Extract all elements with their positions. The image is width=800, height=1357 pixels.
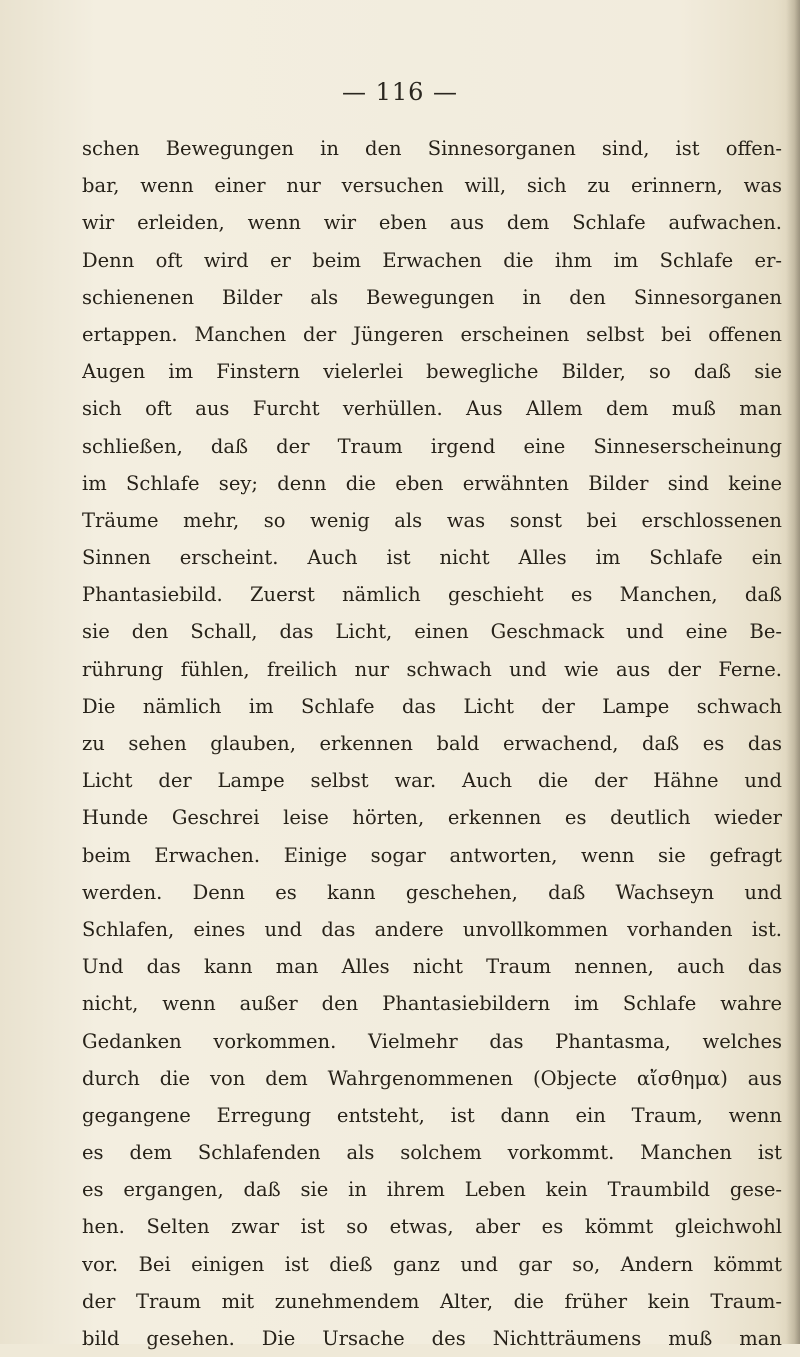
text-line: ertappen. Manchen der Jüngeren erscheinen selbst bei offenen xyxy=(82,322,782,346)
text-line: der Traum mit zunehmendem Alter, die früher kein Traum- xyxy=(82,1289,782,1313)
text-line: Träume mehr, so wenig als was sonst bei erschlossenen xyxy=(82,508,782,532)
text-line: Licht der Lampe selbst war. Auch die der Hähne und xyxy=(82,769,782,793)
page-number-header: — 116 — xyxy=(341,78,459,106)
text-line: im Schlafe sey; denn die eben erwähnten Bilder sind keine xyxy=(82,471,782,495)
text-line: sie den Schall, das Licht, einen Geschmack und eine Be- xyxy=(82,620,782,644)
text-line: Die nämlich im Schlafe das Licht der Lampe schwach xyxy=(82,694,782,718)
text-line: schen Bewegungen in den Sinnesorganen sind, ist offen- xyxy=(82,137,782,160)
text-line: durch die von dem Wahrgenommenen (Objecte αἴσθημα) aus xyxy=(82,1066,782,1090)
text-line: es ergangen, daß sie in ihrem Leben kein Traumbild gese- xyxy=(82,1178,782,1202)
text-line: Und das kann man Alles nicht Traum nennen, auch das xyxy=(82,955,782,979)
text-line: Phantasiebild. Zuerst nämlich geschieht es Manchen, daß xyxy=(82,583,782,607)
text-line: bild gesehen. Die Ursache des Nichtträumens muß man xyxy=(82,1327,782,1350)
text-line: bar, wenn einer nur versuchen will, sich zu erinnern, was xyxy=(82,174,782,198)
text-line: Augen im Finstern vielerlei bewegliche Bilder, so daß sie xyxy=(82,360,782,384)
text-line: vor. Bei einigen ist dieß ganz und gar so, Andern kömmt xyxy=(82,1252,782,1276)
body-text xyxy=(82,130,782,1357)
text-line: wir erleiden, wenn wir eben aus dem Schlafe aufwachen. xyxy=(82,211,782,235)
text-line: Denn oft wird er beim Erwachen die ihm im Schlafe er- xyxy=(82,248,782,272)
page-edge-shadow xyxy=(786,0,800,1344)
text-line: Sinnen erscheint. Auch ist nicht Alles im Schlafe ein xyxy=(82,546,782,570)
text-line: beim Erwachen. Einige sogar antworten, wenn sie gefragt xyxy=(82,843,782,867)
text-line: schienenen Bilder als Bewegungen in den Sinnesorganen xyxy=(82,285,782,309)
text-line: gegangene Erregung entsteht, ist dann ein Traum, wenn xyxy=(82,1103,782,1127)
text-line: schließen, daß der Traum irgend eine Sinneserscheinung xyxy=(82,434,782,458)
text-line: Gedanken vorkommen. Vielmehr das Phantasma, welches xyxy=(82,1029,782,1053)
text-line: nicht, wenn außer den Phantasiebildern im Schlafe wahre xyxy=(82,992,782,1016)
text-line: hen. Selten zwar ist so etwas, aber es kömmt gleichwohl xyxy=(82,1215,782,1239)
text-line: Hunde Geschrei leise hörten, erkennen es deutlich wieder xyxy=(82,806,782,830)
text-line: rührung fühlen, freilich nur schwach und wie aus der Ferne. xyxy=(82,657,782,681)
text-line: es dem Schlafenden als solchem vorkommt. Manchen ist xyxy=(82,1141,782,1165)
text-line: zu sehen glauben, erkennen bald erwachend, daß es das xyxy=(82,732,782,755)
text-line: Schlafen, eines und das andere unvollkommen vorhanden ist. xyxy=(82,917,782,941)
text-line: sich oft aus Furcht verhüllen. Aus Allem dem muß man xyxy=(82,397,782,421)
text-line: werden. Denn es kann geschehen, daß Wachseyn und xyxy=(82,880,782,904)
